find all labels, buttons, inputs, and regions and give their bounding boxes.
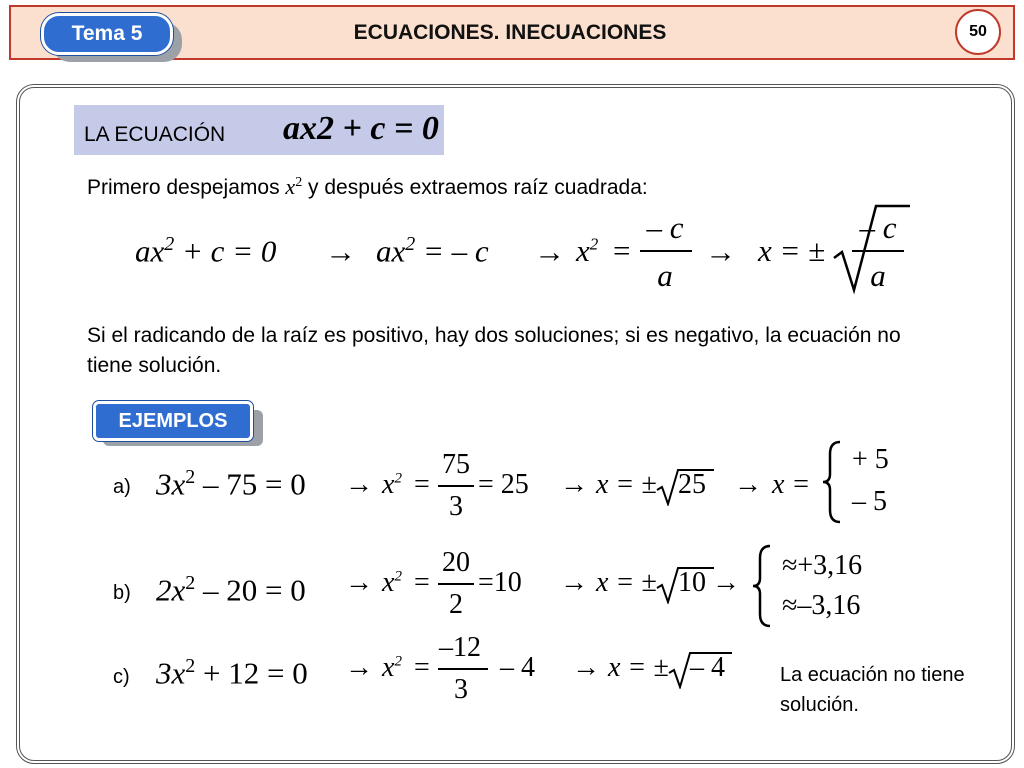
tema-badge: Tema 5 [41, 13, 173, 55]
arrow-c1: → [345, 652, 373, 683]
example-b-eq: = [414, 567, 430, 598]
derivation-step-3-den: a [657, 258, 673, 293]
example-a-eq: = [414, 469, 430, 500]
example-b-pm: x = ± [596, 567, 657, 598]
example-c-sqrt-arg: – 4 [690, 652, 725, 683]
fraction-bar [852, 250, 904, 252]
derivation-step-3-var: $x^2$ [576, 233, 599, 268]
example-a-x2: $x^2$ [382, 469, 402, 500]
example-a-result: = 25 [478, 469, 529, 500]
page-number: 50 [955, 9, 1001, 55]
no-solution-note: La ecuación no tiene solución. [780, 664, 965, 716]
example-a-label: a) [113, 476, 131, 498]
arrow-a1: → [345, 469, 373, 500]
derivation-step-3-num: – c [646, 210, 684, 245]
arrow-b3: → [712, 567, 740, 598]
example-b-x2: $x^2$ [382, 567, 402, 598]
example-a-equation: $3x^2 - 75 = 0$ [156, 466, 306, 502]
example-b-equation: $2x^2 - 20 = 0$ [156, 572, 306, 608]
example-c-num: –12 [439, 632, 481, 663]
fraction-bar [438, 583, 474, 585]
example-a-pm: x = ± [596, 469, 657, 500]
arrow-a2: → [560, 469, 588, 500]
fraction-bar [640, 250, 692, 252]
example-a-num: 75 [442, 449, 470, 480]
example-b-label: b) [113, 582, 131, 604]
arrow-1: → [325, 234, 356, 269]
arrow-2: → [534, 234, 565, 269]
example-c-equation: $3x^2 + 12 = 0$ [156, 655, 308, 691]
brace-icon [820, 440, 844, 524]
fraction-bar [438, 668, 488, 670]
intro-text: Primero despejamos $x^2$ y después extraemos raíz cuadrada: [87, 174, 648, 199]
ejemplos-badge: EJEMPLOS [93, 401, 253, 441]
example-a-sol1: + 5 [852, 444, 889, 475]
example-b-sqrt-arg: 10 [678, 567, 706, 598]
derivation-step-4-lhs: x = ± [758, 233, 826, 268]
example-b-num: 20 [442, 547, 470, 578]
section-title-equation: ax2 + c = 0 [283, 110, 439, 147]
derivation-step-4-num: – c [859, 210, 897, 245]
example-a-xeq: x = [772, 469, 811, 500]
example-c-den: 3 [454, 674, 468, 705]
arrow-3: → [705, 234, 736, 269]
fraction-bar [438, 485, 474, 487]
example-a-sol2: – 5 [852, 486, 887, 517]
example-b-sol2: ≈–3,16 [782, 590, 861, 621]
brace-icon [750, 544, 774, 628]
arrow-a3: → [734, 469, 762, 500]
example-c-x2: $x^2$ [382, 652, 402, 683]
example-c-label: c) [113, 666, 130, 688]
derivation-step-4-den: a [870, 258, 886, 293]
arrow-c2: → [572, 652, 600, 683]
example-c-result: – 4 [500, 652, 535, 683]
example-c-eq: = [414, 652, 430, 683]
condition-text: Si el radicando de la raíz es positivo, hay dos soluciones; si es negativo, la ecuación no tiene solución. [87, 324, 901, 377]
derivation-step-2: $ax^2$ = – c [376, 233, 489, 269]
derivation-step-3-eq: = [613, 233, 631, 268]
section-title-label: LA ECUACIÓN [84, 123, 226, 146]
header-title: ECUACIONES. INECUACIONES [353, 21, 667, 44]
example-a-sqrt-arg: 25 [678, 469, 706, 500]
arrow-b2: → [560, 567, 588, 598]
example-b-result: =10 [478, 567, 522, 598]
derivation-step-1: $ax^2 + c = 0$ [135, 233, 277, 269]
arrow-b1: → [345, 567, 373, 598]
example-a-den: 3 [449, 491, 463, 522]
example-c-pm: x = ± [608, 652, 669, 683]
example-b-den: 2 [449, 589, 463, 620]
example-b-sol1: ≈+3,16 [782, 550, 863, 581]
